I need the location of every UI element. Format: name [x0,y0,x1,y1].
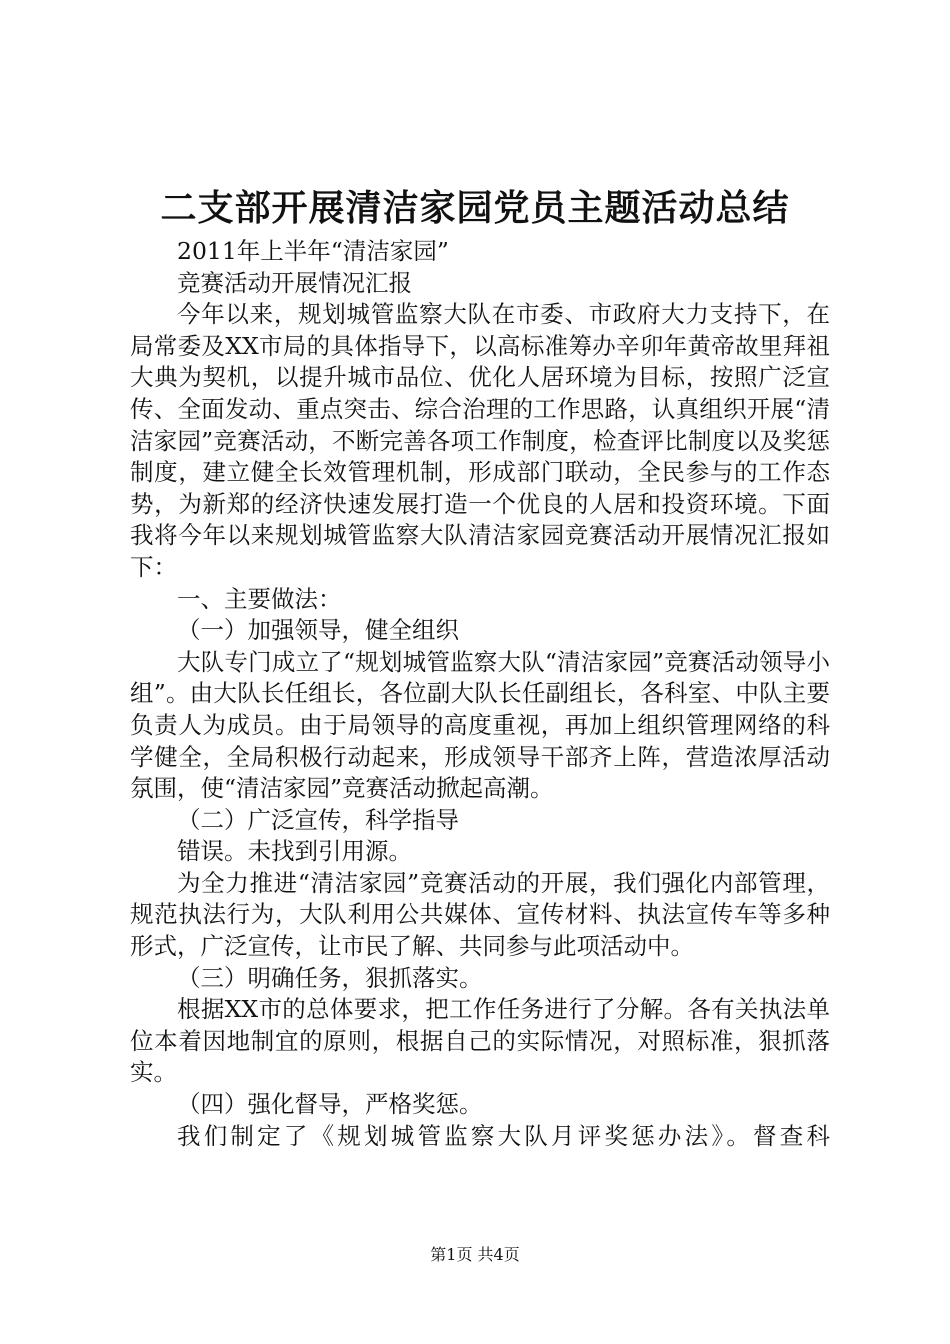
paragraph-supervision: 我们制定了《规划城管监察大队月评奖惩办法》。督查科 [177,1121,830,1150]
paragraph-subtitle-line1: 2011年上半年“清洁家园” [177,237,449,265]
paragraph-tasks: 根据XX市的总体要求，把工作任务进行了分解。各有关执法单位本着因地制宜的原则，根据自己的实际情况，对照标准，狠抓落实。 [130,995,830,1087]
document-body [130,236,830,1152]
subheading-tasks: （三）明确任务，狠抓落实。 [177,963,483,992]
document-title: 二支部开展清洁家园党员主题活动总结 [160,187,790,229]
paragraph-subtitle-line2: 竞赛活动开展情况汇报 [177,268,412,297]
subheading-leadership: （一）加强领导，健全组织 [177,616,459,645]
paragraph-reference-error: 错误。未找到引用源。 [177,837,412,866]
subheading-supervision: （四）强化督导，严格奖惩。 [177,1090,483,1119]
section-heading-main-methods: 一、主要做法： [177,584,342,613]
page-footer: 第1页 共4页 [430,1245,520,1264]
paragraph-publicity: 为全力推进“清洁家园”竞赛活动的开展，我们强化内部管理，规范执法行为，大队利用公共媒体、宣传材料、执法宣传车等多种形式，广泛宣传，让市民了解、共同参与此项活动中。 [130,868,830,961]
paragraph-leadership: 大队专门成立了“规划城管监察大队“清洁家园”竞赛活动领导小组”。由大队长任组长，各位副大队长任副组长，各科室、中队主要负责人为成员。由于局领导的高度重视，再加上组织管理网络的科学健全，全局积极行动起来，形成领导干部齐上阵，营造浓厚活动氛围，使“清洁家园”竞赛活动掀起高潮。 [130,647,830,803]
paragraph-intro: 今年以来，规划城管监察大队在市委、市政府大力支持下，在局常委及XX市局的具体指导下，以高标准筹办辛卯年黄帝故里拜祖大典为契机，以提升城市品位、优化人居环境为目标，按照广泛宣传、全面发动、重点突击、综合治理的工作思路，认真组织开展“清洁家园”竞赛活动，不断完善各项工作制度，检查评比制度以及奖惩制度，建立健全长效管理机制，形成部门联动，全民参与的工作态势，为新郑的经济快速发展打造一个优良的人居和投资环境。下面我将今年以来规划城管监察大队清洁家园竞赛活动开展情况汇报如下： [130,300,830,581]
subheading-publicity: （二）广泛宣传，科学指导 [177,805,459,834]
